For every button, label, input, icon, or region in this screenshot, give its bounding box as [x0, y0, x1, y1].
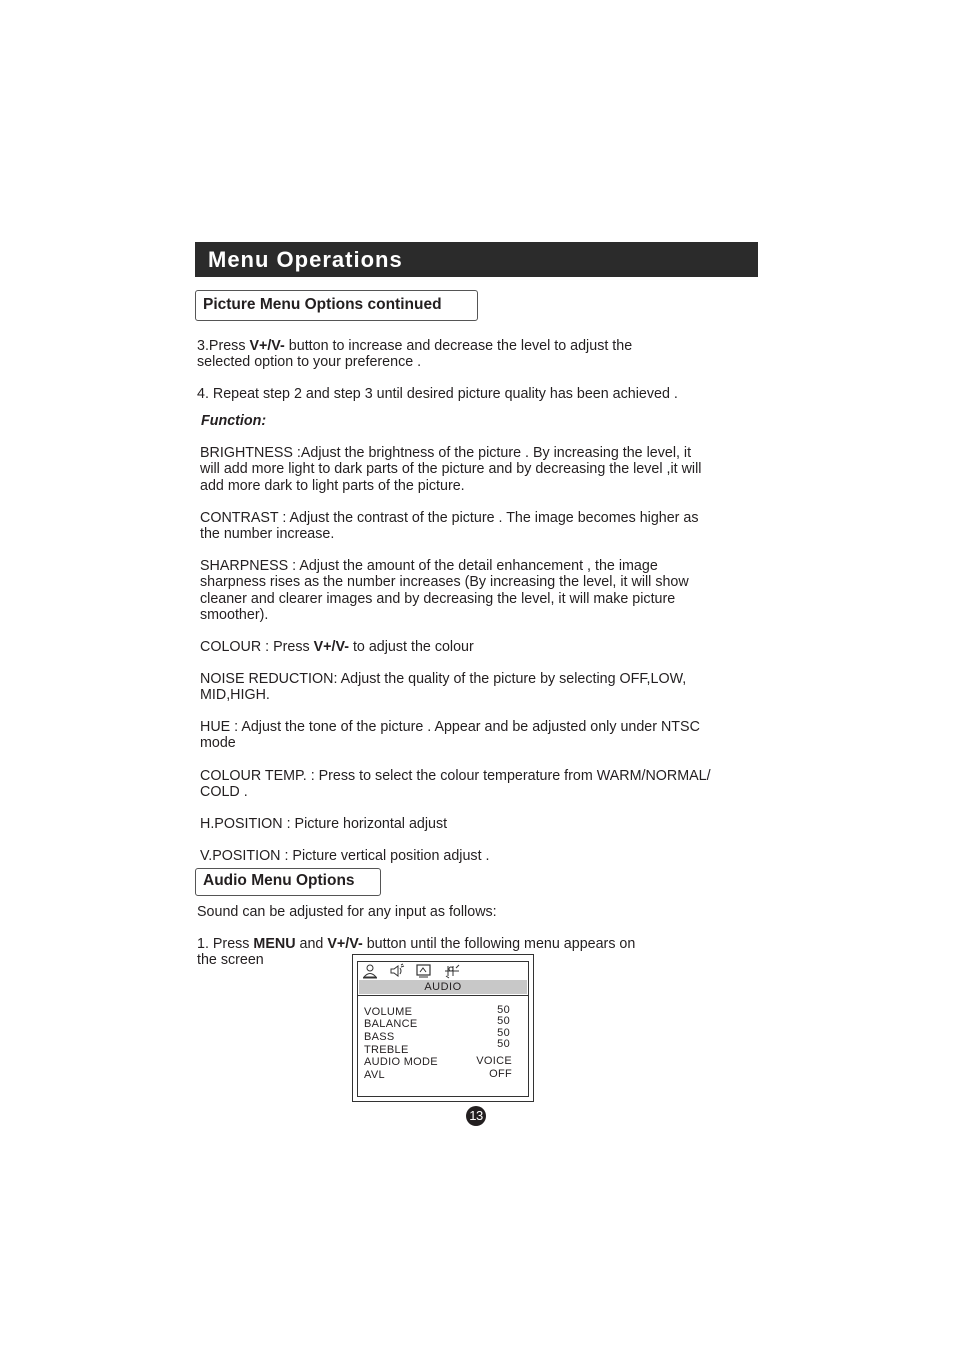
hue-description: HUE : Adjust the tone of the picture . Appear and be adjusted only under NTSC mode: [200, 719, 700, 752]
step-3-text: 3.Press V+/V- button to increase and decrease the level to adjust the selected option to your preference .: [197, 338, 633, 371]
osd-menu-title: AUDIO: [359, 980, 527, 994]
v-position-description: V.POSITION : Picture vertical position adjust .: [200, 848, 490, 864]
contrast-description: CONTRAST : Adjust the contrast of the picture . The image becomes higher as the number increase.: [200, 510, 699, 543]
audio-intro-text: Sound can be adjusted for any input as follows:: [197, 904, 497, 920]
section-header-bar: [195, 242, 758, 277]
osd-item-value: 50: [497, 1027, 510, 1039]
osd-item-value: 50: [497, 1038, 510, 1050]
osd-item-label: AUDIO MODE: [364, 1056, 438, 1068]
audio-section-title-box: [195, 868, 381, 896]
brightness-description: BRIGHTNESS :Adjust the brightness of the picture . By increasing the level, it will add more light to dark parts of the picture and by decreasing the level ,it will add more dark to light parts of the picture.: [200, 445, 702, 494]
noise-reduction-description: NOISE REDUCTION: Adjust the quality of the picture by selecting OFF,LOW, MID,HIGH.: [200, 671, 687, 704]
colour-description: COLOUR : Press V+/V- to adjust the colour: [200, 639, 474, 655]
osd-item-label: VOLUME: [364, 1006, 413, 1018]
osd-item-label: TREBLE: [364, 1044, 409, 1056]
osd-icon-bar: [362, 963, 461, 979]
function-label: Function:: [201, 413, 267, 429]
colour-temp-description: COLOUR TEMP. : Press to select the colour temperature from WARM/NORMAL/ COLD .: [200, 768, 711, 801]
osd-menu-frame: [357, 961, 529, 1097]
sharpness-description: SHARPNESS : Adjust the amount of the detail enhancement , the image sharpness rises as the number increases (By increasing the level, it will show cleaner and clearer images and by decreasing the level, it will make picture smoother).: [200, 558, 689, 623]
osd-item-label: BALANCE: [364, 1018, 418, 1030]
page-number-badge: 13: [466, 1106, 486, 1126]
osd-item-label: BASS: [364, 1031, 395, 1043]
audio-section-title: Audio Menu Options: [203, 872, 355, 889]
picture-section-title-box: [195, 290, 478, 321]
picture-section-title: Picture Menu Options continued: [203, 296, 442, 313]
step-4-text: 4. Repeat step 2 and step 3 until desired picture quality has been achieved .: [197, 386, 678, 402]
tv-screen-icon: [416, 963, 432, 979]
setup-icon: [443, 963, 461, 979]
speaker-icon: [389, 963, 405, 979]
h-position-description: H.POSITION : Picture horizontal adjust: [200, 816, 448, 832]
osd-item-label: AVL: [364, 1069, 385, 1081]
audio-step-1-text: 1. Press MENU and V+/V- button until the following menu appears on the screen: [197, 936, 636, 969]
osd-item-value: 50: [497, 1015, 510, 1027]
page-title: Menu Operations: [208, 247, 403, 272]
picture-icon: [362, 963, 378, 979]
osd-item-value: VOICE: [476, 1055, 512, 1067]
osd-divider: [358, 995, 528, 996]
osd-item-value: 50: [497, 1004, 510, 1016]
osd-item-value: OFF: [489, 1068, 512, 1080]
audio-osd-menu: [352, 954, 534, 1102]
